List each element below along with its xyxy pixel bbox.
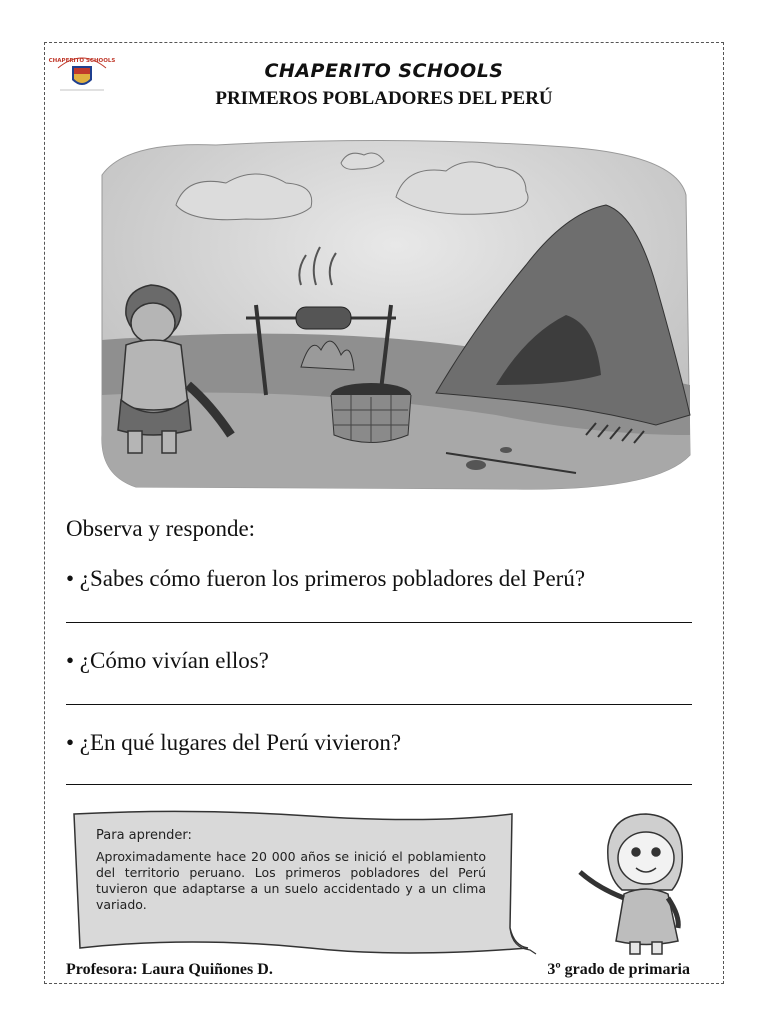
answer-line-2[interactable] — [66, 704, 692, 705]
grade-level: 3º grado de primaria — [547, 961, 690, 978]
answer-line-1[interactable] — [66, 622, 692, 623]
question-2: • ¿Cómo vivían ellos? — [66, 648, 269, 673]
note-body: Aproximadamente hace 20 000 años se inició el poblamiento del territorio peruano. Los primeros pobladores del Perú tuvieron que adaptarse a un suelo accidentado y a un clima variado. — [96, 849, 486, 912]
question-1: • ¿Sabes cómo fueron los primeros pobladores del Perú? — [66, 566, 586, 591]
note-heading: Para aprender: — [96, 828, 192, 843]
teacher-name: Profesora: Laura Quiñones D. — [66, 961, 273, 978]
instruction-text: Observa y responde: — [66, 516, 256, 541]
school-name: CHAPERITO SCHOOLS — [264, 60, 504, 82]
girl-illustration — [568, 806, 708, 958]
page-title: PRIMEROS POBLADORES DEL PERÚ — [215, 88, 553, 109]
answer-line-3[interactable] — [66, 784, 692, 785]
note-content — [96, 828, 486, 913]
question-3: • ¿En qué lugares del Perú vivieron? — [66, 730, 402, 755]
prehistoric-scene-illustration — [96, 135, 692, 493]
logo-text: CHAPERITO SCHOOLS — [48, 58, 116, 64]
